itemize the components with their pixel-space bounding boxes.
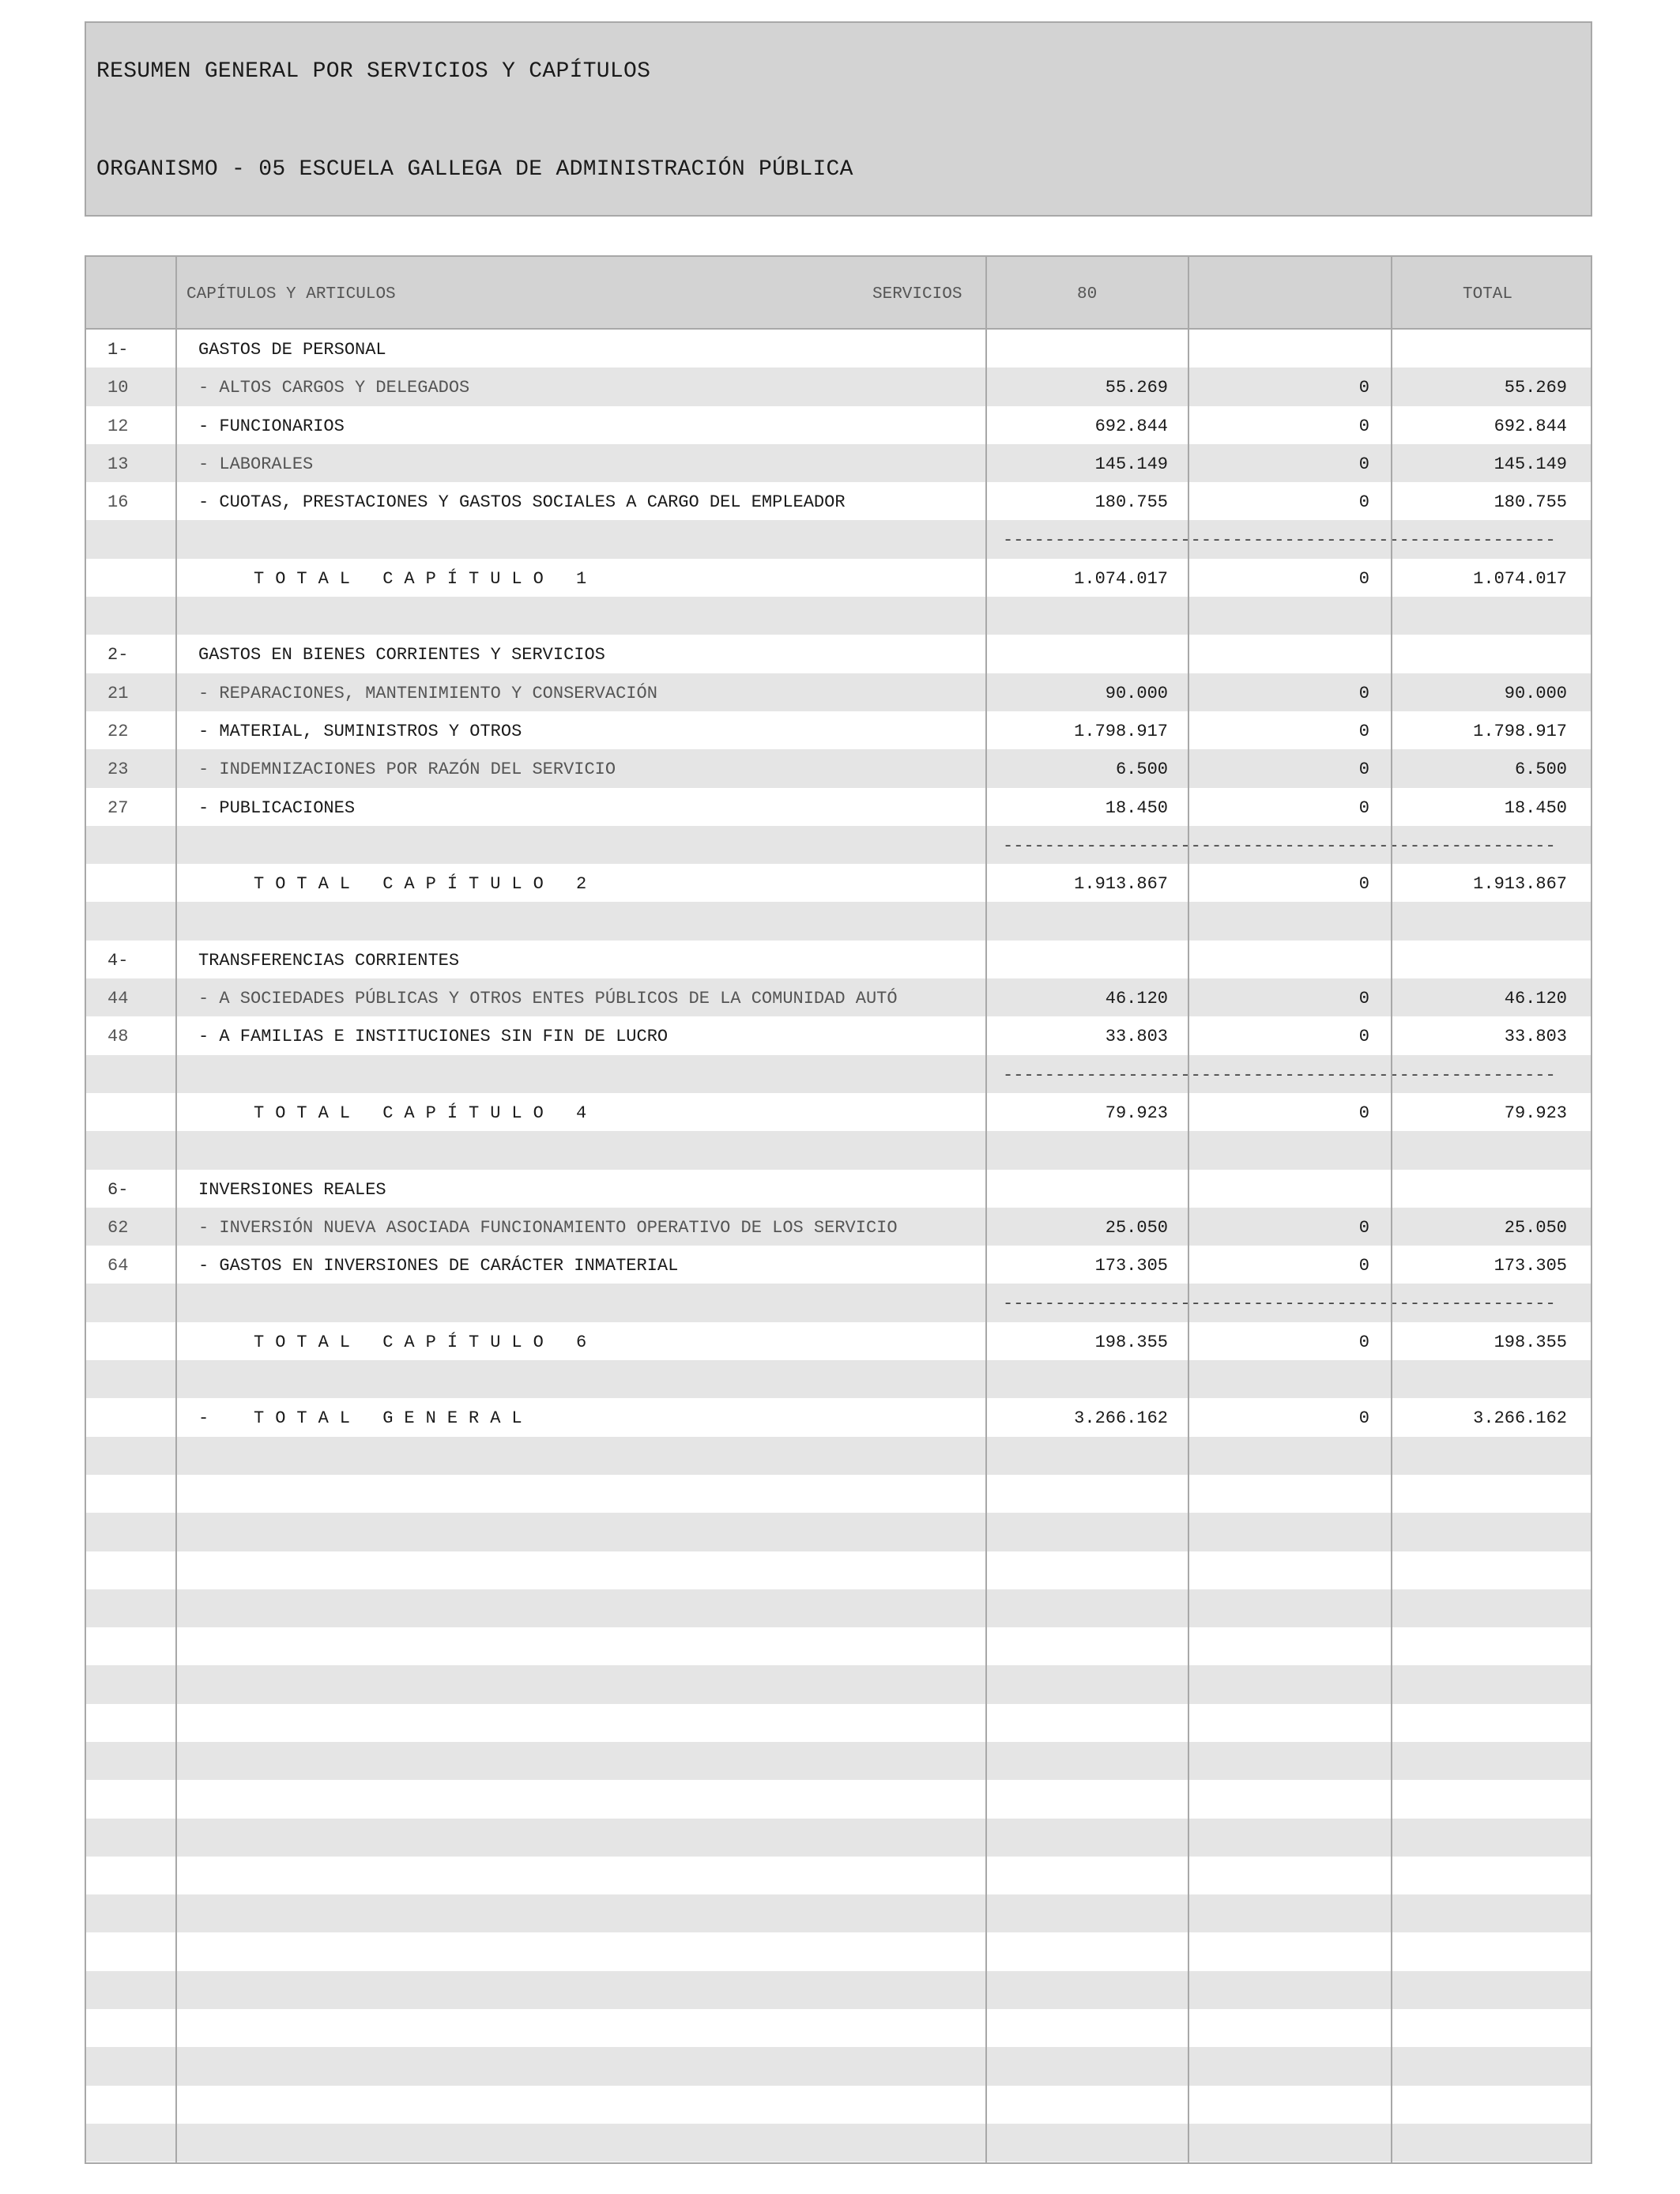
chapter-name: TRANSFERENCIAS CORRIENTES bbox=[198, 950, 460, 971]
table-row bbox=[86, 559, 1591, 597]
table-row bbox=[86, 864, 1591, 902]
table-row bbox=[86, 1437, 1591, 1475]
article-code: 13 bbox=[107, 454, 129, 474]
amount-total: 1.798.917 bbox=[1473, 721, 1567, 741]
table-row bbox=[86, 1246, 1591, 1284]
table-row bbox=[86, 1284, 1591, 1321]
amount-col2: 0 bbox=[1358, 378, 1369, 398]
amount-col2: 0 bbox=[1358, 492, 1369, 513]
article-code: 10 bbox=[107, 378, 129, 398]
article-name: - PUBLICACIONES bbox=[198, 797, 356, 818]
report-title: RESUMEN GENERAL POR SERVICIOS Y CAPÍTULOS bbox=[96, 59, 651, 84]
table-row bbox=[86, 635, 1591, 673]
col-header-chapters: CAPÍTULOS Y ARTICULOS bbox=[186, 285, 396, 303]
table-row bbox=[86, 482, 1591, 520]
separator-dashes: ----------------------------------------------------- bbox=[1003, 835, 1556, 856]
table-body bbox=[86, 330, 1591, 2162]
article-code: 22 bbox=[107, 721, 129, 741]
article-code: 23 bbox=[107, 760, 129, 780]
table-row bbox=[86, 2047, 1591, 2085]
article-code: 16 bbox=[107, 492, 129, 513]
amount-80: 1.913.867 bbox=[1074, 874, 1168, 895]
col-header-total: TOTAL bbox=[1463, 285, 1513, 303]
article-code: 21 bbox=[107, 683, 129, 703]
article-code: 27 bbox=[107, 797, 129, 818]
table-row bbox=[86, 978, 1591, 1016]
amount-80: 25.050 bbox=[1105, 1217, 1168, 1238]
amount-col2: 0 bbox=[1358, 989, 1369, 1009]
amount-col2: 0 bbox=[1358, 1332, 1369, 1352]
amount-80: 180.755 bbox=[1094, 492, 1168, 513]
amount-col2: 0 bbox=[1358, 874, 1369, 895]
article-name: - ALTOS CARGOS Y DELEGADOS bbox=[198, 378, 470, 398]
table-row bbox=[86, 1093, 1591, 1131]
table-row bbox=[86, 2009, 1591, 2047]
amount-80: 692.844 bbox=[1094, 416, 1168, 436]
chapter-code: 6- bbox=[107, 1179, 129, 1200]
article-name: - A FAMILIAS E INSTITUCIONES SIN FIN DE LUCRO bbox=[198, 1027, 669, 1047]
table-row bbox=[86, 826, 1591, 864]
amount-80: 173.305 bbox=[1094, 1256, 1168, 1276]
article-name: - FUNCIONARIOS bbox=[198, 416, 345, 436]
amount-col2: 0 bbox=[1358, 454, 1369, 474]
amount-col2: 0 bbox=[1358, 1408, 1369, 1429]
amount-total: 1.913.867 bbox=[1473, 874, 1567, 895]
table-row bbox=[86, 1131, 1591, 1169]
table-row bbox=[86, 1742, 1591, 1780]
chapter-code: 1- bbox=[107, 340, 129, 360]
table-row bbox=[86, 1780, 1591, 1818]
table-row bbox=[86, 1932, 1591, 1970]
amount-col2: 0 bbox=[1358, 1027, 1369, 1047]
amount-80: 3.266.162 bbox=[1074, 1408, 1168, 1429]
amount-80: 1.798.917 bbox=[1074, 721, 1168, 741]
table-row bbox=[86, 368, 1591, 405]
amount-total: 145.149 bbox=[1494, 454, 1567, 474]
article-code: 48 bbox=[107, 1027, 129, 1047]
table-row bbox=[86, 941, 1591, 978]
table-row bbox=[86, 330, 1591, 368]
amount-total: 1.074.017 bbox=[1473, 568, 1567, 589]
chapter-total-label: TOTAL CAPÍTULO 1 bbox=[254, 568, 598, 589]
amount-col2: 0 bbox=[1358, 760, 1369, 780]
article-name: - MATERIAL, SUMINISTROS Y OTROS bbox=[198, 721, 522, 741]
article-code: 62 bbox=[107, 1217, 129, 1238]
amount-total: 3.266.162 bbox=[1473, 1408, 1567, 1429]
table-row bbox=[86, 520, 1591, 558]
amount-80: 33.803 bbox=[1105, 1027, 1168, 1047]
article-name: - A SOCIEDADES PÚBLICAS Y OTROS ENTES PÚBLICOS DE LA COMUNIDAD AUTÓ bbox=[198, 989, 898, 1009]
amount-80: 1.074.017 bbox=[1074, 568, 1168, 589]
grand-total-prefix: - bbox=[198, 1408, 209, 1429]
col-header-services: SERVICIOS bbox=[872, 285, 962, 303]
table-row bbox=[86, 1170, 1591, 1208]
table-row bbox=[86, 1551, 1591, 1589]
amount-col2: 0 bbox=[1358, 1217, 1369, 1238]
amount-80: 46.120 bbox=[1105, 989, 1168, 1009]
table-row bbox=[86, 1016, 1591, 1054]
table-row bbox=[86, 2124, 1591, 2162]
separator-dashes: ----------------------------------------------------- bbox=[1003, 1294, 1556, 1314]
chapter-code: 2- bbox=[107, 645, 129, 665]
table-row bbox=[86, 1475, 1591, 1513]
table-row bbox=[86, 1704, 1591, 1742]
amount-total: 33.803 bbox=[1504, 1027, 1567, 1047]
chapter-name: GASTOS DE PERSONAL bbox=[198, 340, 386, 360]
table-row bbox=[86, 1665, 1591, 1703]
article-name: - LABORALES bbox=[198, 454, 314, 474]
column-divider bbox=[1391, 257, 1392, 2162]
column-divider bbox=[175, 257, 177, 2162]
article-name: - INDEMNIZACIONES POR RAZÓN DEL SERVICIO bbox=[198, 760, 616, 780]
table-row bbox=[86, 1819, 1591, 1857]
amount-col2: 0 bbox=[1358, 416, 1369, 436]
table-row bbox=[86, 1589, 1591, 1627]
table-row bbox=[86, 749, 1591, 787]
amount-total: 79.923 bbox=[1504, 1103, 1567, 1123]
amount-total: 173.305 bbox=[1494, 1256, 1567, 1276]
chapter-code: 4- bbox=[107, 950, 129, 971]
table-row bbox=[86, 444, 1591, 482]
table-row bbox=[86, 1398, 1591, 1436]
amount-total: 6.500 bbox=[1514, 760, 1567, 780]
table-row bbox=[86, 902, 1591, 940]
amount-80: 145.149 bbox=[1094, 454, 1168, 474]
article-name: - CUOTAS, PRESTACIONES Y GASTOS SOCIALES A CARGO DEL EMPLEADOR bbox=[198, 492, 846, 513]
amount-total: 90.000 bbox=[1504, 683, 1567, 703]
table-row bbox=[86, 1322, 1591, 1360]
amount-col2: 0 bbox=[1358, 797, 1369, 818]
table-row bbox=[86, 1513, 1591, 1551]
amount-col2: 0 bbox=[1358, 1103, 1369, 1123]
table-row bbox=[86, 788, 1591, 826]
article-code: 12 bbox=[107, 416, 129, 436]
article-code: 64 bbox=[107, 1256, 129, 1276]
table-row bbox=[86, 1894, 1591, 1932]
report-header bbox=[85, 21, 1592, 217]
separator-dashes: ----------------------------------------------------- bbox=[1003, 1065, 1556, 1085]
amount-total: 25.050 bbox=[1504, 1217, 1567, 1238]
chapter-name: GASTOS EN BIENES CORRIENTES Y SERVICIOS bbox=[198, 645, 605, 665]
table-row bbox=[86, 711, 1591, 749]
amount-total: 18.450 bbox=[1504, 797, 1567, 818]
article-name: - INVERSIÓN NUEVA ASOCIADA FUNCIONAMIENTO OPERATIVO DE LOS SERVICIO bbox=[198, 1217, 898, 1238]
amount-col2: 0 bbox=[1358, 721, 1369, 741]
column-divider bbox=[985, 257, 987, 2162]
article-name: - REPARACIONES, MANTENIMIENTO Y CONSERVACIÓN bbox=[198, 683, 657, 703]
separator-dashes: ----------------------------------------------------- bbox=[1003, 530, 1556, 551]
summary-table bbox=[85, 255, 1592, 2164]
article-name: - GASTOS EN INVERSIONES DE CARÁCTER INMATERIAL bbox=[198, 1256, 679, 1276]
article-code: 44 bbox=[107, 989, 129, 1009]
col-header-80: 80 bbox=[1077, 285, 1098, 303]
organism-title: ORGANISMO - 05 ESCUELA GALLEGA DE ADMINISTRACIÓN PÚBLICA bbox=[96, 157, 853, 182]
amount-col2: 0 bbox=[1358, 568, 1369, 589]
chapter-name: INVERSIONES REALES bbox=[198, 1179, 386, 1200]
amount-total: 180.755 bbox=[1494, 492, 1567, 513]
amount-80: 198.355 bbox=[1094, 1332, 1168, 1352]
amount-80: 18.450 bbox=[1105, 797, 1168, 818]
table-row bbox=[86, 597, 1591, 635]
table-row bbox=[86, 1971, 1591, 2009]
table-row bbox=[86, 1360, 1591, 1398]
amount-80: 55.269 bbox=[1105, 378, 1168, 398]
amount-col2: 0 bbox=[1358, 683, 1369, 703]
table-header bbox=[86, 257, 1591, 330]
amount-total: 55.269 bbox=[1504, 378, 1567, 398]
amount-col2: 0 bbox=[1358, 1256, 1369, 1276]
amount-80: 90.000 bbox=[1105, 683, 1168, 703]
amount-total: 46.120 bbox=[1504, 989, 1567, 1009]
table-row bbox=[86, 673, 1591, 711]
chapter-total-label: TOTAL CAPÍTULO 4 bbox=[254, 1103, 598, 1123]
amount-total: 198.355 bbox=[1494, 1332, 1567, 1352]
chapter-total-label: TOTAL CAPÍTULO 6 bbox=[254, 1332, 598, 1352]
amount-80: 6.500 bbox=[1115, 760, 1168, 780]
table-row bbox=[86, 1208, 1591, 1246]
amount-total: 692.844 bbox=[1494, 416, 1567, 436]
column-divider bbox=[1188, 257, 1189, 2162]
chapter-total-label: TOTAL CAPÍTULO 2 bbox=[254, 874, 598, 895]
table-row bbox=[86, 1627, 1591, 1665]
amount-80: 79.923 bbox=[1105, 1103, 1168, 1123]
table-row bbox=[86, 2086, 1591, 2124]
grand-total-label: TOTAL GENERAL bbox=[254, 1408, 533, 1429]
table-row bbox=[86, 1857, 1591, 1894]
table-row bbox=[86, 406, 1591, 444]
table-row bbox=[86, 1055, 1591, 1093]
